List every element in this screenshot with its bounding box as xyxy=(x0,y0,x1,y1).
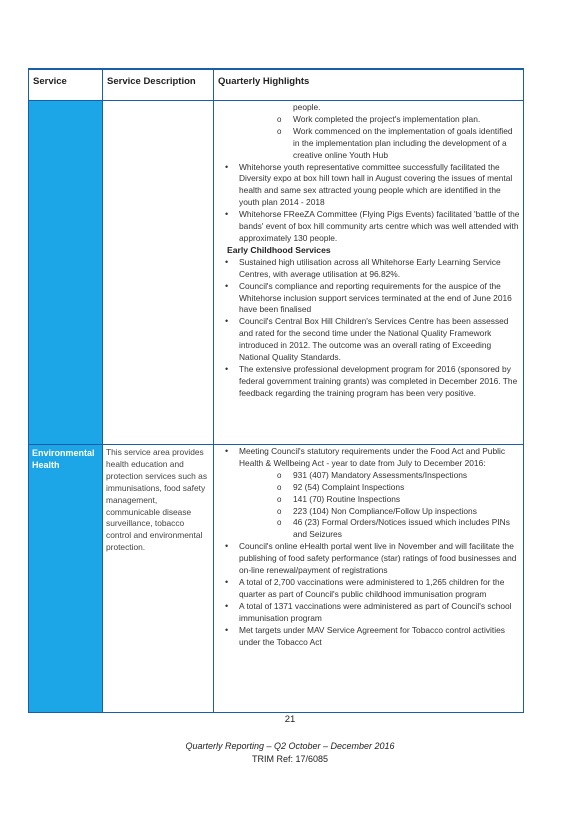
section-heading: Early Childhood Services xyxy=(227,244,331,255)
list-item: • Whitehorse FReeZA Committee (Flying Pigs Events) facilitated 'battle of the bands' event of box hill community arts centre which was well attended with approximately 130 people. xyxy=(225,209,520,243)
continued-text: people. xyxy=(293,102,321,112)
sub-list-item: o 92 (54) Complaint Inspections xyxy=(277,481,405,492)
header-highlights: Quarterly Highlights xyxy=(218,76,310,87)
list-item: • Meeting Council's statutory requirements under the Food Act and Public Health & Wellbeing Act - year to date from July to December 2016: xyxy=(225,446,506,468)
table-row-youth-early-childhood xyxy=(28,101,524,445)
highlights-cell xyxy=(214,445,523,712)
list-item: • A total of 1371 vaccinations were administered as part of Council's school immunisation program xyxy=(225,600,512,623)
sub-list-item: o 46 (23) Formal Orders/Notices issued which includes PINs and Seizures xyxy=(277,517,510,540)
list-item: • The extensive professional development program for 2016 (sponsored by federal government training grants) was completed in December 2016. The feedback regarding the training program has been very positive. xyxy=(225,363,518,398)
page-number: 21 xyxy=(284,714,296,725)
service-cell: Environmental Health xyxy=(29,445,103,712)
sub-list-item: o 141 (70) Routine Inspections xyxy=(277,493,401,504)
description-cell: This service area provides health education and protection services such as immunisations, food safety management, communicable disease surveillance, tobacco control and environmental protection. xyxy=(103,445,214,712)
table-header-row xyxy=(28,70,524,101)
description-cell xyxy=(103,101,214,444)
list-item: • Council's compliance and reporting requirements for the auspice of the Whitehorse inclusion support services terminated at the end of June 2016 have been finalised xyxy=(225,280,512,315)
sub-list-item: o 931 (407) Mandatory Assessments/Inspections xyxy=(277,469,468,480)
service-cell xyxy=(29,101,103,444)
sub-list-item: o Work completed the project's implementation plan. xyxy=(277,113,481,124)
sub-list-item: o Work commenced on the implementation of goals identified in the implementation plan including the development of a creative online Youth Hub xyxy=(277,125,513,160)
footer-report-title: Quarterly Reporting – Q2 October – December 2016 xyxy=(185,741,395,751)
list-item: • Council's Central Box Hill Children's Services Centre has been assessed and rated for the second time under the National Quality Framework introduced in 2012. The outcome was an overall rating of Exceeding National Quality Standards. xyxy=(225,316,509,363)
table-row-environmental-health xyxy=(28,445,524,713)
list-item: • Sustained high utilisation across all Whitehorse Early Learning Service Centres, with average utilisation at 96.82%. xyxy=(225,256,501,279)
list-item: • Met targets under MAV Service Agreement for Tobacco control activities under the Tobacco Act xyxy=(225,624,505,647)
highlights-cell xyxy=(214,101,523,444)
list-item: • Council's online eHealth portal went live in November and will facilitate the publishing of food safety performance (star) ratings of food businesses and on-line renewal/payment of registrations xyxy=(225,541,517,576)
header-description: Service Description xyxy=(103,70,214,100)
header-service: Service xyxy=(29,70,103,100)
footer-trim-ref: TRIM Ref: 17/6085 xyxy=(251,754,329,764)
highlights-table xyxy=(28,68,524,713)
sub-list-item: o 223 (104) Non Compliance/Follow Up inspections xyxy=(277,505,477,516)
list-item: • A total of 2,700 vaccinations were administered to 1,265 children for the quarter as part of Council's public childhood immunisation program xyxy=(225,576,505,599)
list-item: • Whitehorse youth representative committee successfully facilitated the Diversity expo at box hill town hall in August covering the issues of mental health and same sex attracted young people which are identified in the youth plan 2014 - 2018 xyxy=(225,161,513,208)
